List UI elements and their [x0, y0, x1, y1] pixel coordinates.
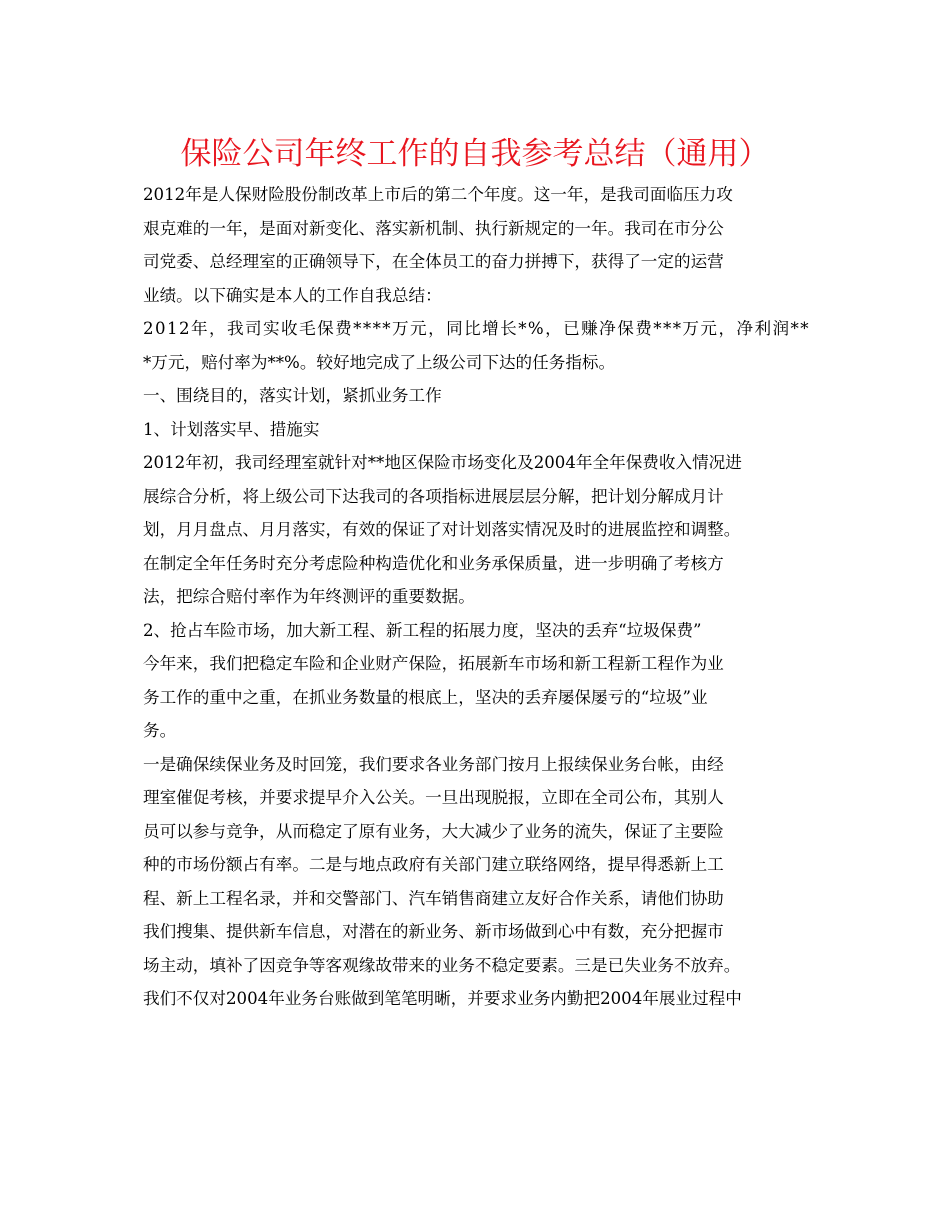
text-line: 1、计划落实早、措施实	[143, 419, 320, 439]
text-line: 员可以参与竞争，从而稳定了原有业务，大大减少了业务的流失，保证了主要险	[143, 821, 724, 841]
text-line: 在制定全年任务时充分考虑险种构造优化和业务承保质量，进一步明确了考核方	[143, 553, 724, 573]
text-line: 一是确保续保业务及时回笼，我们要求各业务部门按月上报续保业务台帐，由经	[143, 754, 724, 774]
text-line: 展综合分析，将上级公司下达我司的各项指标进展层层分解，把计划分解成月计	[143, 486, 724, 506]
text-line: 2012年，我司实收毛保费****万元，同比增长*%，已赚净保费***万元，净利润**	[143, 319, 810, 338]
text-line: 务工作的重中之重，在抓业务数量的根底上，坚决的丢弃屡保屡亏的“垃圾”业	[143, 687, 708, 707]
text-line: 司党委、总经理室的正确领导下，在全体员工的奋力拼搏下，获得了一定的运营	[143, 252, 724, 271]
text-line: 理室催促考核，并要求提早介入公关。一旦出现脱报，立即在全司公布，其别人	[143, 788, 724, 807]
text-line: 2012年是人保财险股份制改革上市后的第二个年度。这一年，是我司面临压力攻	[143, 185, 733, 204]
text-line: 划，月月盘点、月月落实，有效的保证了对计划落实情况及时的进展监控和调整。	[143, 520, 741, 539]
text-line: 种的市场份额占有率。二是与地点政府有关部门建立联络网络，提早得悉新上工	[143, 855, 724, 874]
text-line: 业绩。以下确实是本人的工作自我总结：	[143, 285, 442, 305]
text-line: *万元，赔付率为**%。较好地完成了上级公司下达的任务指标。	[143, 352, 616, 372]
text-line: 务。	[143, 721, 177, 740]
text-line: 艰克难的一年，是面对新变化、落实新机制、执行新规定的一年。我司在市分公	[143, 218, 724, 238]
text-line: 2012年初，我司经理室就针对**地区保险市场变化及2004年全年保费收入情况进	[143, 453, 742, 472]
text-line: 一、围绕目的，落实计划，紧抓业务工作	[143, 386, 442, 405]
document-body	[143, 178, 810, 1016]
text-line: 程、新上工程名录，并和交警部门、汽车销售商建立友好合作关系，请他们协助	[143, 888, 724, 908]
text-line: 法，把综合赔付率作为年终测评的重要数据。	[143, 587, 475, 606]
text-line: 2、抢占车险市场，加大新工程、新工程的拓展力度，坚决的丢弃“垃圾保费”	[143, 620, 702, 640]
text-line: 场主动，填补了因竞争等客观缘故带来的业务不稳定要素。三是已失业务不放弃。	[143, 955, 741, 975]
text-line: 我们不仅对2004年业务台账做到笔笔明晰，并要求业务内勤把2004年展业过程中	[143, 989, 742, 1008]
document-title: 保险公司年终工作的自我参考总结（通用）	[180, 136, 770, 172]
text-line: 我们搜集、提供新车信息，对潜在的新业务、新市场做到心中有数，充分把握市	[143, 922, 724, 941]
text-line: 今年来，我们把稳定车险和企业财产保险，拓展新车市场和新工程新工程作为业	[143, 654, 724, 673]
